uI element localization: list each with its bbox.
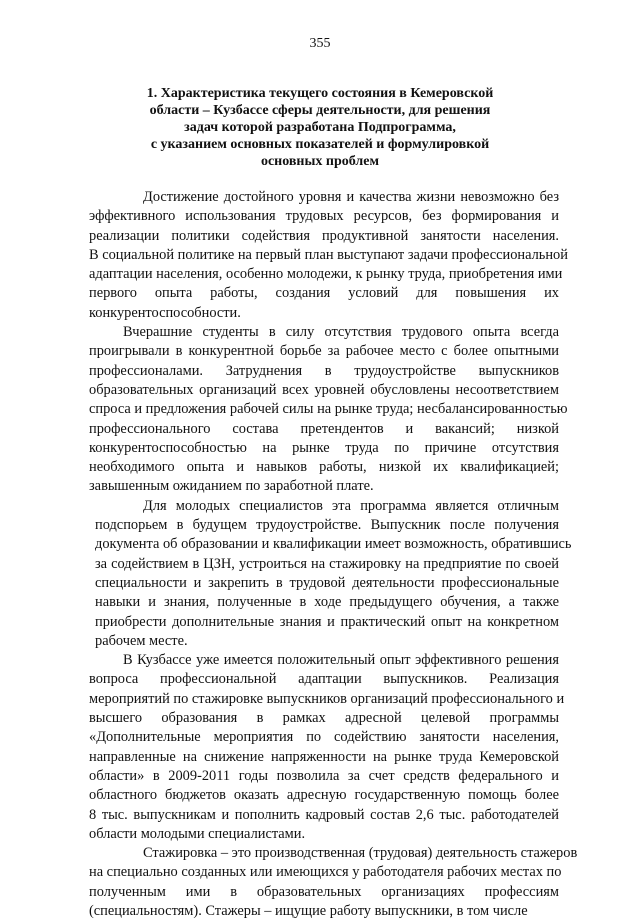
text-line: конкурентоспособностью на рынке труда по причине отсутствия: [89, 439, 559, 456]
text-line: областного бюджетов оказать адресную государственную помощь более: [89, 787, 559, 804]
text-line: завышенным ожиданием по заработной плате.: [89, 478, 374, 495]
heading-line: 1. Характеристика текущего состояния в Кемеровской: [146, 86, 494, 101]
text-line: спроса и предложения рабочей силы на рынке труда; несбалансированностью: [89, 401, 568, 418]
text-line: необходимого опыта и навыков работы, низкой их квалификацией;: [89, 459, 559, 476]
text-line: «Дополнительные мероприятия по содействию занятости населения,: [89, 729, 559, 746]
text-line: первого опыта работы, создания условий для повышения их: [89, 285, 559, 302]
body-text: [89, 188, 578, 921]
text-line: профессионального состава претендентов и вакансий; низкой: [89, 420, 559, 437]
text-line: Для молодых специалистов эта программа является отличным: [143, 497, 559, 514]
paragraph: [89, 497, 572, 651]
text-line: адаптации населения, особенно молодежи, к рынку труда, приобретения ими: [89, 266, 563, 283]
paragraph: [89, 323, 568, 497]
page-number: 355: [309, 36, 331, 51]
text-line: документа об образовании и квалификации имеет возможность, обратившись: [95, 536, 572, 553]
text-line: В социальной политике на первый план выступают задачи профессиональной: [89, 246, 568, 263]
text-line: профессионалами. Затруднения в трудоустройстве выпускников: [89, 362, 559, 379]
section-heading: [95, 85, 545, 170]
text-line: области молодыми специалистами.: [89, 825, 306, 842]
text-line: мероприятий по стажировке выпускников организаций профессионального и: [89, 690, 565, 707]
text-line: реализации политики содействия продуктивной занятости населения.: [89, 227, 559, 244]
text-line: Вчерашние студенты в силу отсутствия трудового опыта всегда: [123, 324, 559, 341]
text-line: приобрести дополнительные знания и практический опыт на конкретном: [95, 613, 559, 630]
heading-line: области – Кузбассе сферы деятельности, для решения: [149, 103, 491, 118]
text-line: навыки и знания, полученные в ходе предыдущего обучения, а также: [95, 594, 559, 611]
text-line: на специально созданных или имеющихся у работодателя рабочих местах по: [89, 864, 562, 881]
text-line: В Кузбассе уже имеется положительный опыт эффективного решения: [123, 652, 559, 669]
text-line: подспорьем в будущем трудоустройстве. Выпускник после получения: [95, 517, 559, 534]
paragraph: [89, 188, 568, 323]
paragraph: [89, 844, 578, 921]
text-line: направленные на снижение напряженности на рынке труда Кемеровской: [89, 748, 559, 765]
text-line: области» в 2009-2011 годы позволила за счет средств федерального и: [89, 767, 559, 784]
text-line: Достижение достойного уровня и качества жизни невозможно без: [143, 189, 559, 205]
text-line: Стажировка – это производственная (трудовая) деятельность стажеров: [143, 845, 578, 862]
heading-line: с указанием основных показателей и формулировкой: [150, 137, 490, 152]
text-line: вопроса профессиональной адаптации выпускников. Реализация: [89, 671, 559, 688]
text-line: 8 тыс. выпускникам и пополнить кадровый состав 2,6 тыс. работодателей: [89, 806, 559, 823]
text-line: полученным ими в образовательных организациях профессиям: [89, 883, 559, 900]
text-line: рабочем месте.: [95, 632, 188, 649]
text-line: конкурентоспособности.: [89, 304, 241, 321]
text-line: специальности и закрепить в трудовой деятельности профессиональные: [95, 574, 559, 591]
text-line: высшего образования в рамках адресной целевой программы: [89, 710, 559, 727]
heading-line: задач которой разработана Подпрограмма,: [184, 120, 456, 135]
heading-line: основных проблем: [260, 154, 380, 169]
paragraph: [89, 651, 565, 844]
text-line: за содействием в ЦЗН, устроиться на стажировку на предприятие по своей: [95, 555, 559, 572]
text-line: проигрывали в конкурентной борьбе за рабочее место с более опытными: [89, 343, 559, 360]
text-line: эффективного использования трудовых ресурсов, без формирования и: [89, 208, 559, 225]
text-line: образовательных организаций всех уровней обусловлены несоответствием: [89, 381, 559, 398]
text-line: (специальностям). Стажеры – ищущие работу выпускники, в том числе: [89, 902, 528, 919]
